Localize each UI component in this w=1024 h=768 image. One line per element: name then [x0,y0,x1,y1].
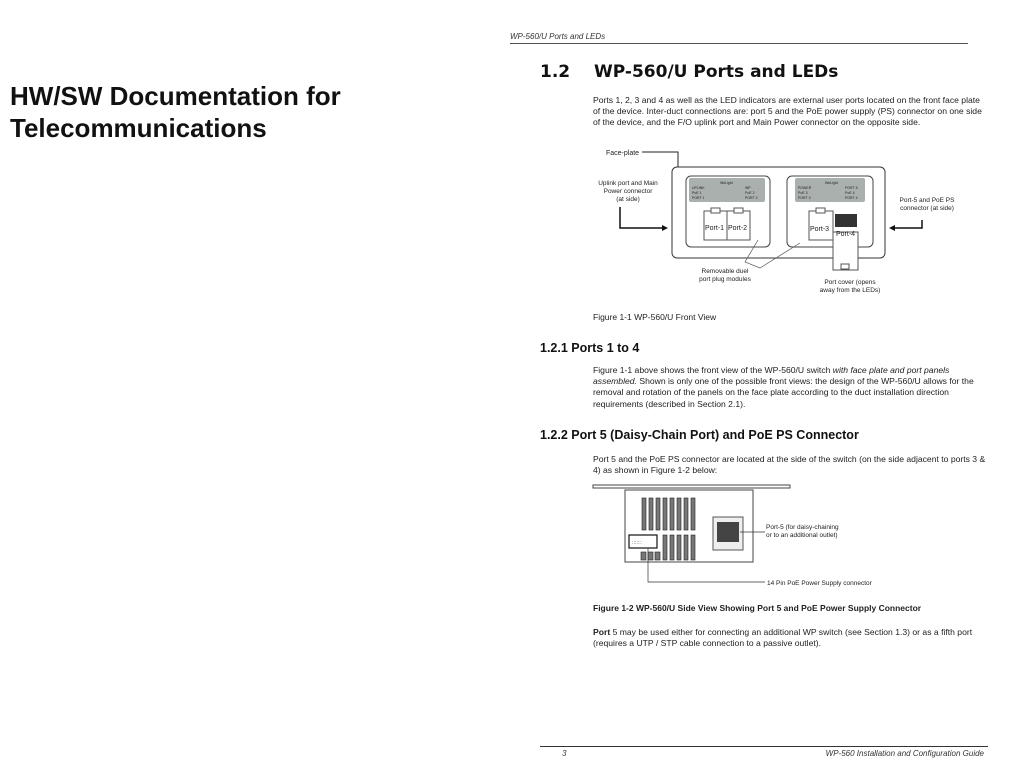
heading-1-2-2: 1.2.2 Port 5 (Daisy-Chain Port) and PoE PS Connector [540,428,859,442]
arrow-icon [894,220,922,228]
svg-text:∷∷∷: ∷∷∷ [632,540,642,546]
label-face-plate: Face-plate [606,150,640,157]
slide-title: HW/SW Documentation for Telecommunications [10,81,341,143]
svg-text:PORT 4: PORT 4 [845,196,858,200]
svg-text:UPLINK: UPLINK [692,186,705,190]
svg-text:PoE 3: PoE 3 [798,191,808,195]
paragraph-1-2-1: Figure 1-1 above shows the front view of the WP-560/U switch with face plate and port panels assembled. Shown is only one of the possible front views: the design of the WP-560/U allows for the removal and rotation of the panels on the face plate according to the duct installation direction requirements (described in Section 2.1). [593,365,974,409]
closing-paragraph: Port 5 may be used either for connecting an additional WP switch (see Section 1.3) or as a fifth port (requires a UTP / STP cable connection to a passive outlet). [593,627,973,649]
svg-text:WeLight: WeLight [720,181,733,185]
svg-text:(at side): (at side) [616,196,640,203]
running-header: WP-560/U Ports and LEDs [510,32,968,44]
port-3-label: Port-3 [810,226,830,233]
heading-1-2-1: 1.2.1 Ports 1 to 4 [540,341,640,355]
page-number: 3 [562,749,567,758]
svg-text:or to an additional outlet): or to an additional outlet) [766,532,838,539]
figure-front-view [0,0,1024,330]
section-number: 1.2 [540,62,571,82]
svg-text:PORT 2: PORT 2 [745,196,758,200]
svg-text:PoE 2: PoE 2 [745,191,755,195]
guide-title: WP-560 Installation and Configuration Guide [825,749,984,758]
port-4-label: Port-4 [836,231,856,238]
figure-side-view [0,480,1024,615]
svg-text:Port-5 and PoE PS: Port-5 and PoE PS [899,197,955,204]
svg-text:WeLight: WeLight [825,181,838,185]
pin-label: 14 Pin PoE Power Supply connector [767,580,872,587]
paragraph-1-2-2: Port 5 and the PoE PS connector are located at the side of the switch (on the side adjacent to ports 3 & 4) as shown in Figure 1-2 below: [593,454,986,476]
svg-text:away from the LEDs): away from the LEDs) [819,287,881,294]
arrow-icon [620,207,664,228]
svg-text:Removable duel: Removable duel [701,268,749,275]
svg-text:port plug modules: port plug modules [699,276,751,283]
svg-text:PoE 1: PoE 1 [692,191,702,195]
svg-text:Uplink port and Main: Uplink port and Main [598,180,658,187]
svg-text:PORT 5: PORT 5 [845,186,858,190]
section-title: WP-560/U Ports and LEDs [594,62,839,82]
figure-2-caption: Figure 1-2 WP-560/U Side View Showing Port 5 and PoE Power Supply Connector [593,603,922,613]
svg-text:PORT 1: PORT 1 [692,196,705,200]
svg-text:POWER: POWER [798,186,812,190]
port-2-label: Port-2 [728,225,748,232]
svg-text:Power connector: Power connector [603,188,653,195]
svg-text:connector (at side): connector (at side) [900,205,954,212]
svg-text:PORT 3: PORT 3 [798,196,811,200]
svg-text:Port cover (opens: Port cover (opens [824,279,876,286]
intro-paragraph: Ports 1, 2, 3 and 4 as well as the LED indicators are external user ports located on the front face plate of the device. Inter-duct connections are: port 5 and the PoE power supply (PS) connector on one side of the device, and the F/O uplink port and Main Power connector on the opposite side. [593,95,982,128]
svg-text:Port-5 (for daisy-chaining: Port-5 (for daisy-chaining [766,524,839,531]
svg-text:PoE 4: PoE 4 [845,191,855,195]
svg-text:WP: WP [745,186,751,190]
port-1-label: Port-1 [705,225,725,232]
figure-1-caption: Figure 1-1 WP-560/U Front View [593,312,717,322]
page-footer [540,746,988,758]
